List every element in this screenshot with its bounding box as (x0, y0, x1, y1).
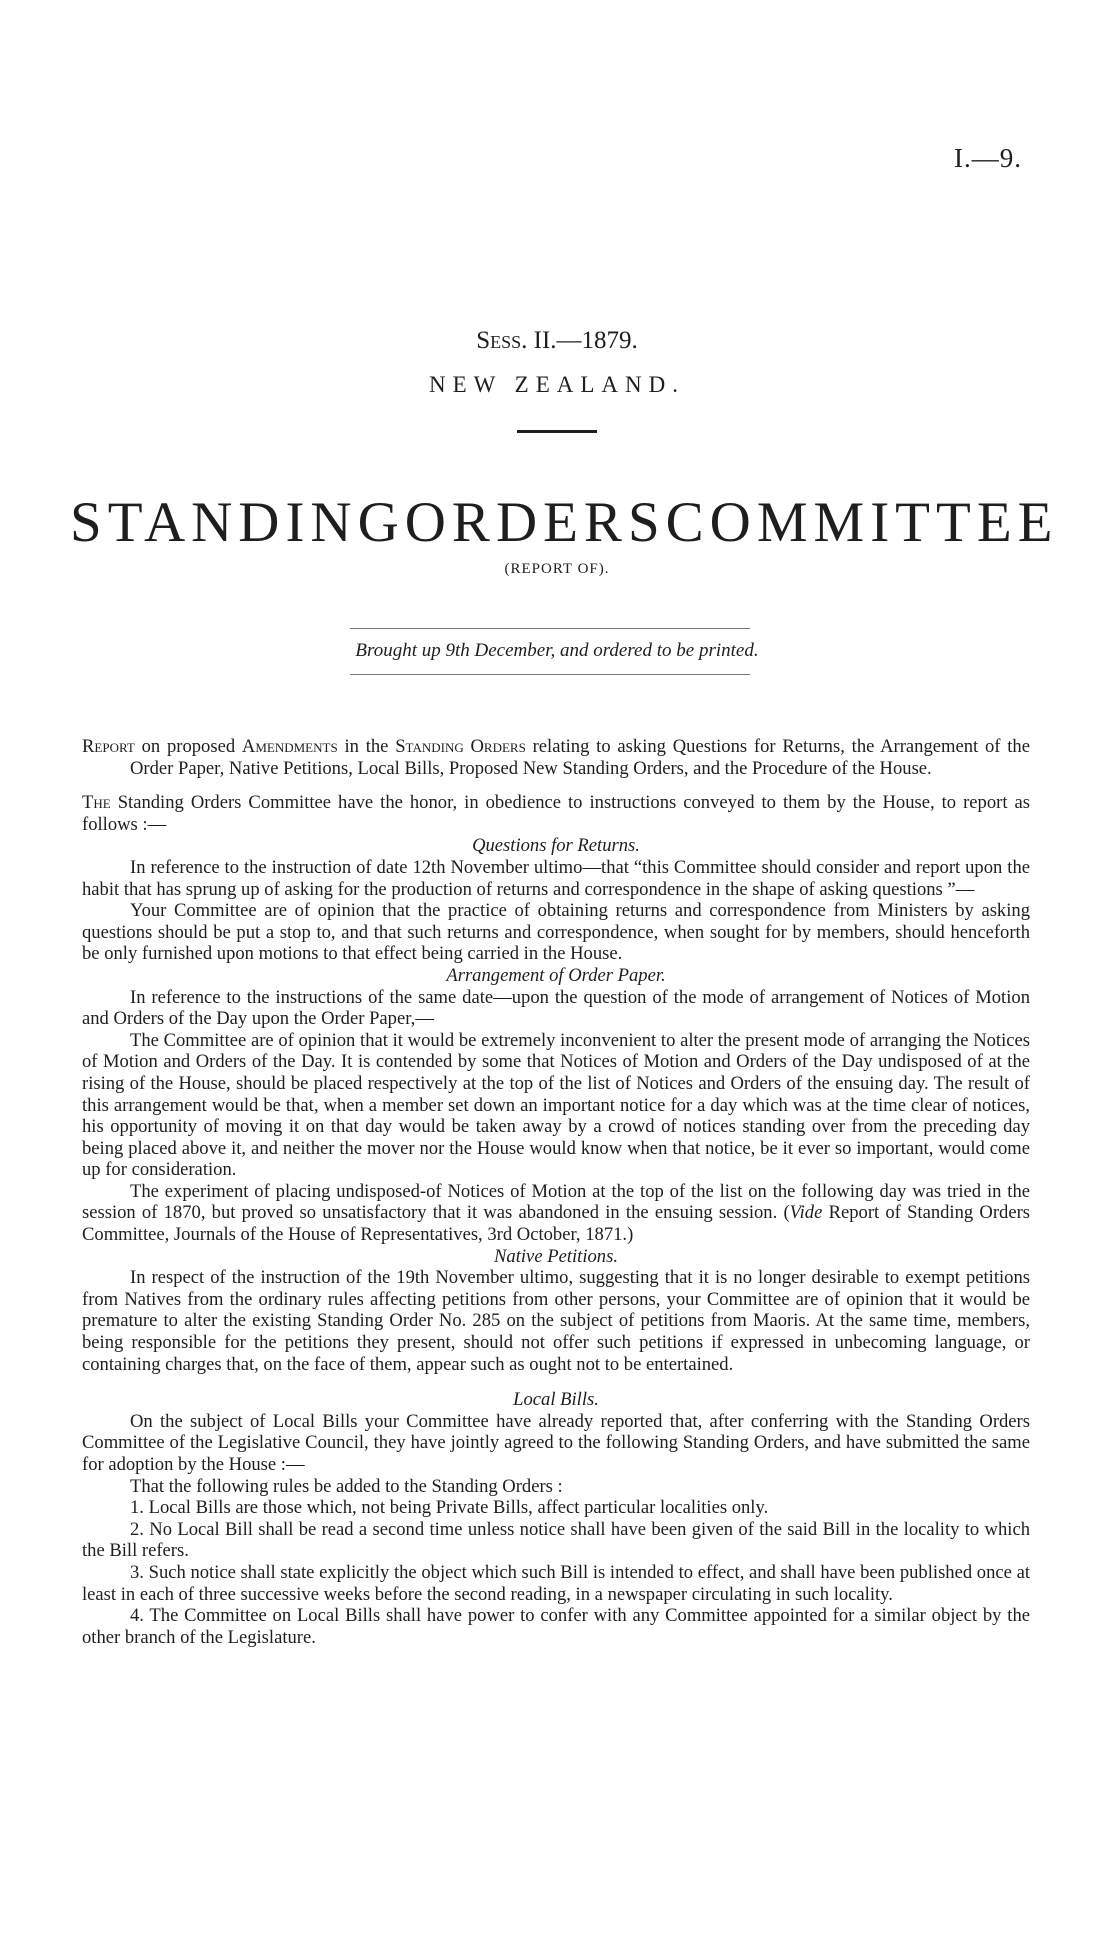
session-line (0, 327, 1114, 355)
heading-questions-for-returns: Questions for Returns. (472, 835, 640, 857)
report-body (82, 736, 1030, 1648)
local-bill-rule-4: 4. The Committee on Local Bills shall have power to confer with any Committee appointed for a similar object by the other branch of the Legislature. (82, 1605, 1030, 1648)
brought-up-line: Brought up 9th December, and ordered to be printed. (355, 640, 759, 661)
title-word-orders: ORDERS (404, 491, 666, 554)
local-bill-rule-3: 3. Such notice shall state explicitly the object which such Bill is intended to effect, and shall have been published once at least in each of three successive weeks before the second reading, in a newspaper circulating in such locality. (82, 1561, 1030, 1605)
vide-word: Vide (789, 1202, 823, 1224)
opening-text: Standing Orders Committee have the honor, in obedience to instructions conveyed to them by the House, to report as follows :— (82, 792, 1030, 835)
intro-text-2: in the (337, 736, 396, 757)
country-name: NEW ZEALAND. (428, 372, 686, 397)
page-reference: I.—9. (954, 143, 1022, 173)
opening-paragraph (82, 792, 1030, 835)
order-paper-paragraph-1: In reference to the instructions of the same date—upon the question of the mode of arrangement of Notices of Motion and Orders of the Day upon the Order Paper,— (82, 986, 1030, 1030)
local-bill-rule-1: 1. Local Bills are those which, not being Private Bills, affect particular localities only. (130, 1497, 769, 1519)
intro-word-report: Report (82, 736, 135, 757)
lower-thin-rule (350, 674, 750, 675)
order-paper-p3-part-a: The experiment of placing undisposed-of Notices of Motion at the top of the list on the following day was tried in the session of 1870, but proved so unsatisfactory that it was abandoned in the ensuing session. ( (82, 1180, 1030, 1224)
report-intro-paragraph (82, 736, 1030, 779)
document-subtitle: (REPORT OF). (504, 561, 610, 577)
order-paper-paragraph-2: The Committee are of opinion that it would be extremely inconvenient to alter the present mode of arranging the Notices of Motion and Orders of the Day. It is contended by some that Notices of Motion and Orders of the Day undisposed of at the rising of the House, should be placed respectively at the top of the list of Notices and Orders of the ensuing day. The result of this arrangement would be that, when a member set down an important notice for a day which was at the time clear of notices, his opportunity of moving it on that day would be taken away by a crowd of notices standing over from the preceding day being placed above it, and neither the mover nor the House would know when that notice, be it ever so important, would come up for consideration. (82, 1029, 1030, 1181)
local-bill-rule-2: 2. No Local Bill shall be read a second time unless notice shall have been given of the said Bill in the locality to which the Bill refers. (82, 1518, 1030, 1562)
local-bills-paragraph-2: That the following rules be added to the Standing Orders : (130, 1475, 563, 1497)
title-divider (517, 430, 597, 433)
intro-word-amendments: Amendments (241, 736, 338, 757)
session-prefix: Sess. (476, 327, 528, 354)
heading-native-petitions: Native Petitions. (494, 1245, 618, 1267)
heading-arrangement-of-order-paper: Arrangement of Order Paper. (446, 964, 666, 986)
returns-paragraph-2: Your Committee are of opinion that the practice of obtaining returns and correspondence from Ministers by asking questions should be put a stop to, and that such returns and correspondence, when sought for by members, should henceforth be only furnished upon motions to that effect being carried in the House. (82, 900, 1030, 965)
intro-text-3: relating to asking Questions for Returns, the Arrangement of the Order Paper, Native Petitions, Local Bills, Proposed New Standing Orders, and the Procedure of the House. (130, 736, 1030, 779)
local-bills-paragraph-1: On the subject of Local Bills your Committee have already reported that, after conferring with the Standing Orders Committee of the Legislative Council, they have jointly agreed to the following Standing Orders, and have submitted the same for adoption by the House :— (82, 1410, 1030, 1475)
upper-thin-rule (350, 628, 750, 629)
title-word-committee: COMMITTEE (665, 491, 1059, 554)
order-paper-paragraph-3 (82, 1181, 1030, 1246)
document-title (70, 491, 1059, 554)
session-rest: II.—1879. (527, 327, 638, 354)
heading-local-bills: Local Bills. (513, 1389, 599, 1411)
intro-word-standing-orders: Standing Orders (395, 736, 526, 757)
order-paper-p3-part-b: Report of Standing Orders Committee, Journals of the House of Representatives, 3rd October, 1871.) (82, 1202, 1030, 1246)
intro-text-1: on proposed (134, 736, 242, 757)
returns-paragraph-1: In reference to the instruction of date 12th November ultimo—that “this Committee should consider and report upon the habit that has sprung up of asking for the production of returns and correspondence in the shape of asking questions ”— (82, 856, 1030, 900)
title-word-standing: STANDING (70, 491, 405, 554)
native-petitions-paragraph: In respect of the instruction of the 19th November ultimo, suggesting that it is no longer desirable to exempt petitions from Natives from the ordinary rules affecting petitions from other persons, your Committee are of opinion that it would be premature to alter the existing Standing Order No. 285 on the subject of petitions from Maoris. At the same time, members, being responsible for the petitions they present, should not offer such petitions if expressed in unbecoming language, or containing charges that, on the face of them, appear such as ought not to be entertained. (82, 1267, 1030, 1375)
opening-lead-word: The (82, 792, 111, 814)
